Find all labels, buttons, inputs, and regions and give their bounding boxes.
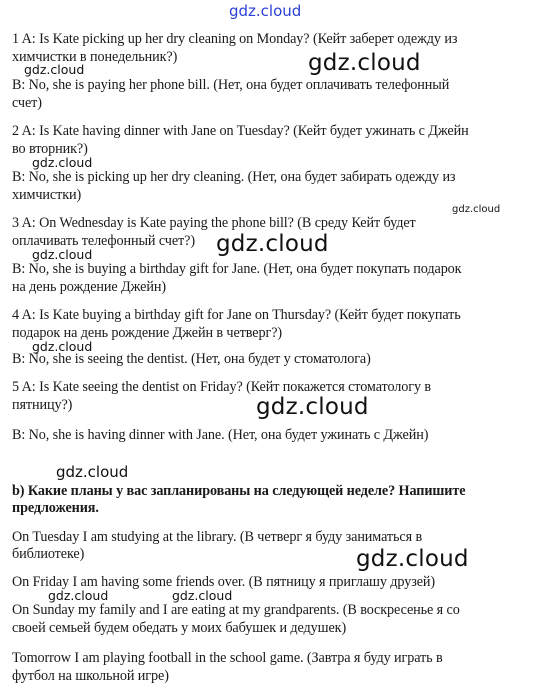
text-line: пятницу?) (12, 397, 73, 413)
text-line: B: No, she is having dinner with Jane. (Нет, она будет ужинать с Джейн) (12, 427, 429, 443)
watermark: gdz.cloud (32, 155, 93, 170)
text-line: On Tuesday I am studying at the library. (В четверг я буду заниматься в (12, 529, 423, 545)
watermark: gdz.cloud (32, 339, 93, 354)
text-line: 2 A: Is Kate having dinner with Jane on Tuesday? (Кейт будет ужинать с Джейн (12, 123, 469, 139)
watermark: gdz.cloud (256, 394, 369, 420)
text-line: подарок на день рождение Джейн в четверг?) (12, 325, 283, 341)
text-line: B: No, she is seeing the dentist. (Нет, она будет у стоматолога) (12, 351, 371, 367)
text-line: оплачивать телефонный счет?) (12, 233, 195, 249)
text-line: своей семьей будем обедать у моих бабушек и дедушек) (12, 620, 347, 636)
text-line: 3 A: On Wednesday is Kate paying the phone bill? (В среду Кейт будет (12, 215, 416, 231)
text-line: 1 A: Is Kate picking up her dry cleaning on Monday? (Кейт заберет одежду из (12, 31, 458, 47)
watermark-top: gdz.cloud (229, 2, 302, 20)
text-line: 5 A: Is Kate seeing the dentist on Friday? (Кейт покажется стоматологу в (12, 379, 431, 395)
text-line: On Sunday my family and I are eating at my grandparents. (В воскресенье я со (12, 602, 460, 618)
section-heading: предложения. (12, 500, 99, 516)
text-line: библиотеке) (12, 546, 85, 562)
watermark: gdz.cloud (356, 546, 469, 572)
watermark: gdz.cloud (24, 62, 85, 77)
text-line: во вторник?) (12, 141, 88, 157)
watermark: gdz.cloud (452, 204, 501, 215)
text-line: Tomorrow I am playing football in the school game. (Завтра я буду играть в (12, 650, 443, 666)
watermark: gdz.cloud (56, 463, 129, 481)
text-line: 4 A: Is Kate buying a birthday gift for Jane on Thursday? (Кейт будет покупать (12, 307, 461, 323)
watermark: gdz.cloud (32, 247, 93, 262)
watermark: gdz.cloud (308, 50, 421, 76)
text-line: On Friday I am having some friends over. (В пятницу я приглашу друзей) (12, 574, 436, 590)
text-line: химчистки) (12, 187, 82, 203)
text-line: футбол на школьной игре) (12, 668, 169, 684)
text-line: B: No, she is picking up her dry cleaning. (Нет, она будет забирать одежду из (12, 169, 456, 185)
watermark: gdz.cloud (48, 588, 109, 603)
text-line: на день рождение Джейн) (12, 279, 166, 295)
watermark: gdz.cloud (216, 231, 329, 257)
text-line: счет) (12, 95, 42, 111)
text-line: B: No, she is buying a birthday gift for Jane. (Нет, она будет покупать подарок (12, 261, 462, 277)
text-line: B: No, she is paying her phone bill. (Нет, она будет оплачивать телефонный (12, 77, 450, 93)
watermark: gdz.cloud (172, 588, 233, 603)
section-heading: b) Какие планы у вас запланированы на следующей неделе? Напишите (12, 483, 466, 499)
text-line: химчистки в понедельник?) (12, 49, 178, 65)
